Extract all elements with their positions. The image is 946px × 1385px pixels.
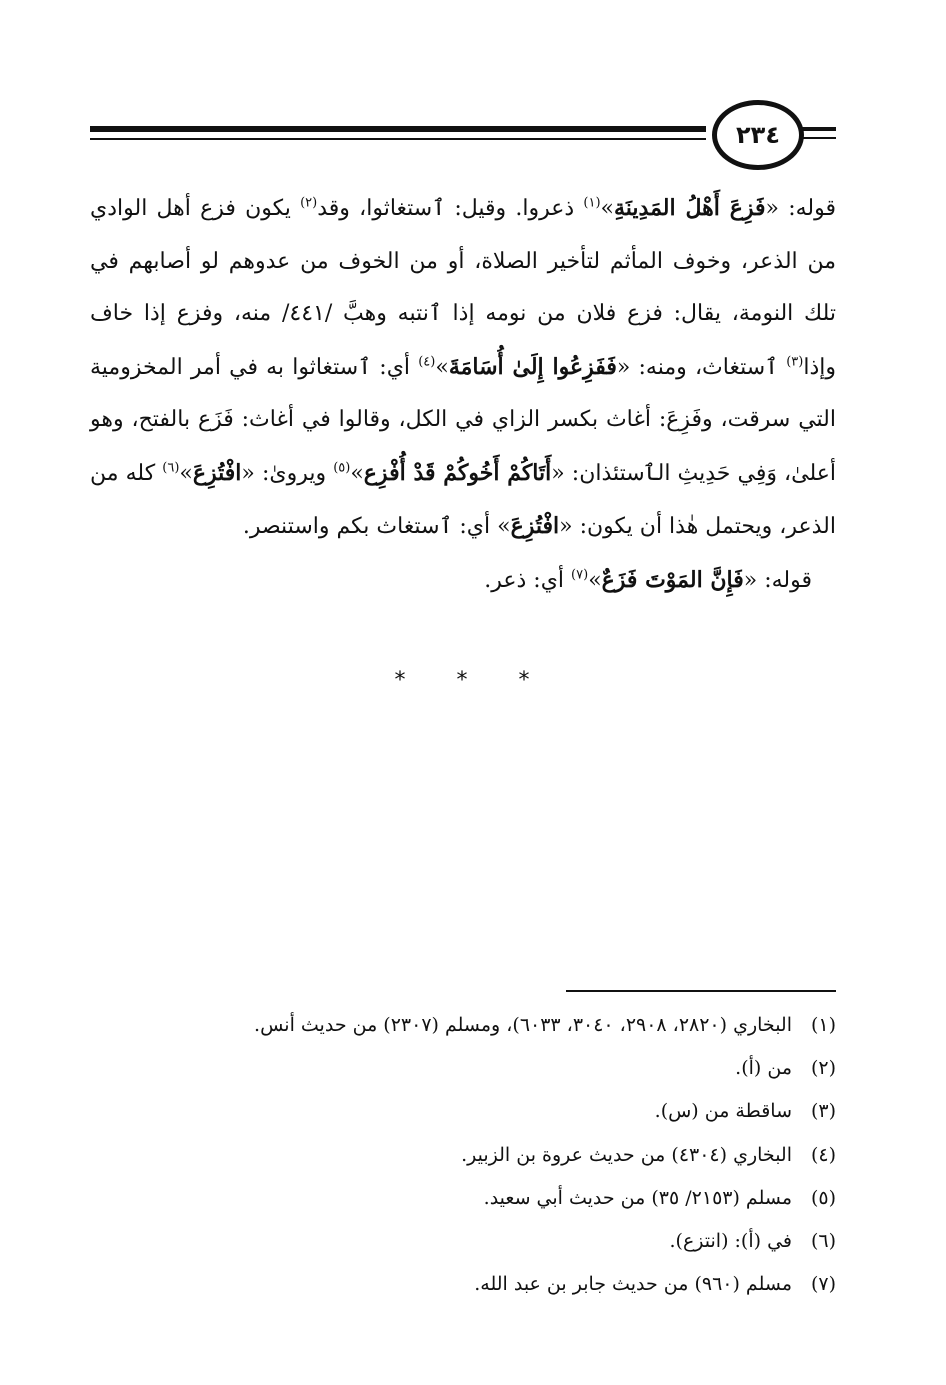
footnote-item bbox=[90, 1263, 836, 1306]
footnote-number: (٥) bbox=[810, 1186, 836, 1209]
text-run: » bbox=[600, 196, 614, 221]
footnote-text: البخاري (٢٨٢٠، ٢٩٠٨، ٣٠٤٠، ٦٠٣٣)، ومسلم (٢٣٠٧) من حديث أنس. bbox=[254, 1014, 792, 1036]
quoted-hadith: أَتَاكُمْ أَخُوكُمْ قَدْ أُفْزِع bbox=[363, 459, 552, 486]
text-run: ويرویٰ: « bbox=[241, 460, 334, 486]
paragraph bbox=[90, 554, 836, 608]
footnote-number: (٦) bbox=[810, 1230, 836, 1253]
section-separator: * * * bbox=[394, 668, 552, 693]
text-run: كله من الذعر، ويحتمل هٰذا أن يكون: « bbox=[90, 460, 836, 539]
footnotes bbox=[90, 1004, 836, 1306]
footnote-text: في (أ): (انتزع). bbox=[669, 1230, 792, 1253]
footnote-item bbox=[90, 1047, 836, 1090]
text-run: ٱستغاث، ومنه: « bbox=[616, 354, 787, 380]
footnote-text: من (أ). bbox=[735, 1057, 792, 1080]
text-run: أي: ٱستغاثوا به في أمر المخزومية التي سرقت، وفَزِعَ: أغاث بكسر الزاي في الكل، وقالوا في أغاث: فَزَع بالفتح، وهو أعلىٰ، وَفِي حَدِيثِ الٱستئذان: « bbox=[90, 354, 836, 486]
text-run: » أي: ٱستغاث بكم واستنصر. bbox=[242, 514, 511, 539]
text-run: ذعروا. وقيل: ٱستغاثوا، وقد bbox=[317, 196, 584, 221]
footnote-ref: (٢) bbox=[300, 195, 318, 211]
footnote-item bbox=[90, 1134, 836, 1177]
footnote-ref: (١) bbox=[583, 195, 601, 211]
text-run: » bbox=[588, 567, 602, 593]
footnote-number: (٧) bbox=[810, 1273, 836, 1296]
quoted-hadith: افْتُزِعَ bbox=[192, 459, 242, 486]
footnote-text: ساقطة من (س). bbox=[654, 1100, 792, 1123]
text-run: » bbox=[435, 354, 449, 380]
footnote-text: مسلم (٩٦٠) من حديث جابر بن عبد الله. bbox=[474, 1273, 792, 1296]
page-header bbox=[90, 100, 836, 170]
footnote-text: البخاري (٤٣٠٤) من حديث عروة بن الزبير. bbox=[461, 1143, 792, 1166]
footnote-item bbox=[90, 1220, 836, 1263]
footnote-ref: (٣) bbox=[786, 354, 804, 370]
text-run: قوله: « bbox=[743, 567, 812, 593]
footnote-ref: (٥) bbox=[333, 460, 351, 476]
quoted-hadith: فَفَزِعُوا إِلَىٰ أُسَامَةَ bbox=[448, 353, 617, 380]
quoted-hadith: فَزِعَ أَهْلُ المَدِينَةِ bbox=[613, 195, 766, 221]
footnote-number: (٣) bbox=[810, 1100, 836, 1123]
footnote-number: (٤) bbox=[810, 1143, 836, 1166]
footnote-item bbox=[90, 1177, 836, 1220]
quoted-hadith: افْتُزِعَ bbox=[510, 513, 560, 539]
text-run: قوله: « bbox=[765, 196, 836, 221]
header-rule-thick bbox=[90, 126, 706, 132]
footnote-item bbox=[90, 1090, 836, 1133]
header-rule-thin bbox=[90, 138, 706, 140]
footnote-number: (٢) bbox=[810, 1057, 836, 1080]
text-run: يكون فزع أهل الوادي من الذعر، وخوف المأثم لتأخير الصلاة، أو من الخوف من عدوهم لو أصابهم في تلك النومة، يقال: فزع فلان من نومه إذا ٱنتبه وهبَّ /٤٤١/ منه، وفزع إذا خاف وإذا bbox=[90, 196, 837, 380]
text-run: أي: ذعر. bbox=[484, 567, 572, 593]
paragraph bbox=[90, 182, 836, 554]
footnote-number: (١) bbox=[810, 1014, 836, 1036]
footnote-ref: (٤) bbox=[418, 354, 436, 370]
footnote-ref: (٦) bbox=[162, 460, 180, 476]
page-number: ٢٣٤ bbox=[712, 100, 804, 170]
footnote-text: مسلم (٢١٥٣/ ٣٥) من حديث أبي سعيد. bbox=[483, 1186, 792, 1209]
footnote-item bbox=[90, 1004, 836, 1047]
quoted-hadith: فَإِنَّ المَوْتَ فَزَعٌ bbox=[601, 566, 744, 593]
footnote-ref: (٧) bbox=[571, 567, 589, 583]
text-run: » bbox=[350, 460, 364, 486]
main-text bbox=[90, 182, 836, 607]
footnote-rule bbox=[566, 990, 836, 992]
text-run: » bbox=[179, 460, 193, 486]
